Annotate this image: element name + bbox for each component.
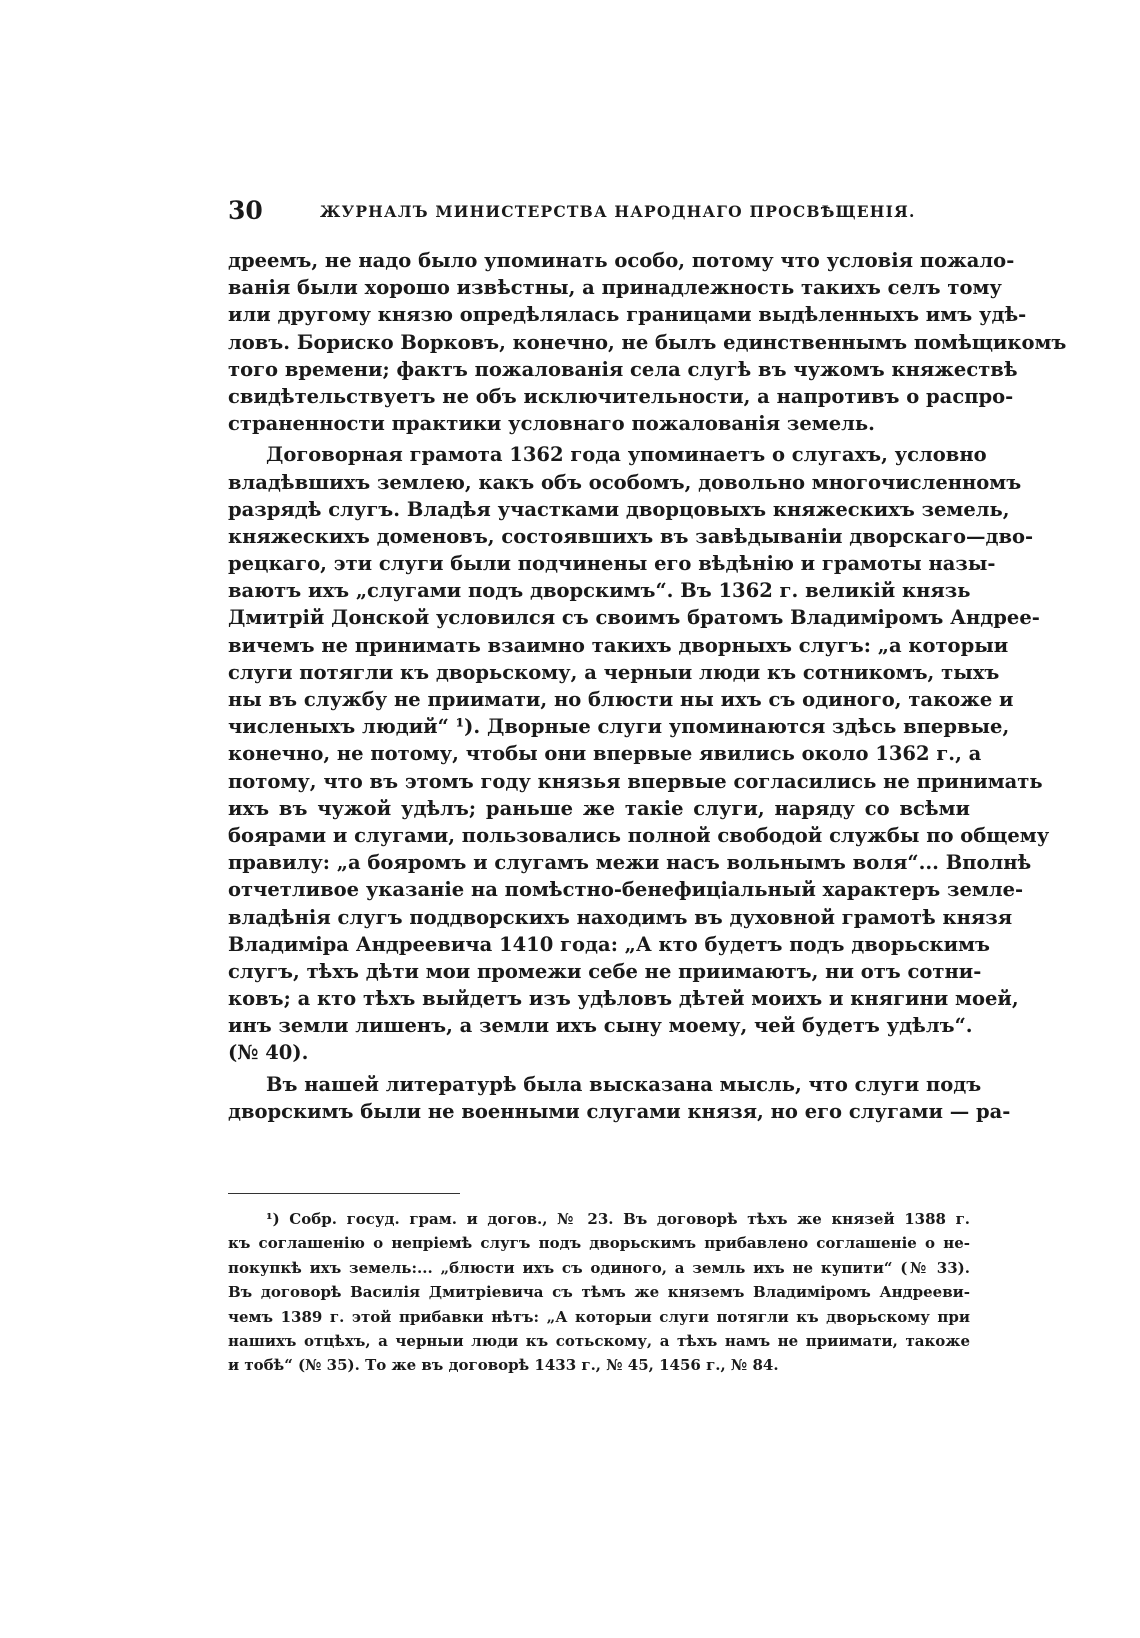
text-line: свидѣтельствуетъ не объ исключительности, а напротивъ о распро- bbox=[228, 384, 1014, 408]
text-line: владѣвшихъ землею, какъ объ особомъ, довольно многочисленномъ bbox=[228, 470, 1022, 494]
text-line: рецкаго, эти слуги были подчинены его вѣдѣнію и грамоты назы- bbox=[228, 552, 996, 576]
footnote-divider bbox=[228, 1193, 460, 1194]
text-line: вичемъ не принимать взаимно такихъ дворныхъ слугъ: „а которыи bbox=[228, 633, 1009, 657]
text-line: отчетливое указаніе на помѣстно-бенефиціальный характеръ земле- bbox=[228, 878, 1024, 902]
text-line: Въ нашей литературѣ была высказана мысль, что слуги подъ bbox=[266, 1072, 982, 1096]
text-line: правилу: „а бояромъ и слугамъ межи насъ вольнымъ воля“... Вполнѣ bbox=[228, 851, 1032, 875]
text-line: численыхъ людий“ ¹). Дворные слуги упоминаются здѣсь впервые, bbox=[228, 715, 1010, 739]
text-line: ловъ. Бориско Ворковъ, конечно, не былъ единственнымъ помѣщикомъ bbox=[228, 330, 1067, 354]
text-line: ны въ службу не приимати, но блюсти ны ихъ съ одиного, такоже и bbox=[228, 688, 1014, 711]
footnote-line: ¹) Собр. госуд. грам. и догов., № 23. Въ договорѣ тѣхъ же князей 1388 г. bbox=[266, 1210, 970, 1228]
text-line: того времени; фактъ пожалованія села слугѣ въ чужомъ княжествѣ bbox=[228, 357, 1018, 381]
footnote-line: покупкѣ ихъ земель:... „блюсти ихъ съ одиного, а земль ихъ не купити“ (№ 33). bbox=[228, 1258, 970, 1277]
footnote-line: Въ договорѣ Василія Дмитріевича съ тѣмъ же княземъ Владиміромъ Андрееви- bbox=[228, 1283, 970, 1302]
text-line: боярами и слугами, пользовались полной свободой службы по общему bbox=[228, 823, 1050, 847]
text-line: разрядѣ слугъ. Владѣя участками дворцовыхъ княжескихъ земель, bbox=[228, 497, 1010, 521]
running-title: ЖУРНАЛЪ МИНИСТЕРСТВА НАРОДНАГО ПРОСВѢЩЕНІЯ. bbox=[320, 202, 916, 221]
text-line: Договорная грамота 1362 года упоминаетъ о слугахъ, условно bbox=[266, 443, 987, 467]
text-line: ванія были хорошо извѣстны, а принадлежность такихъ селъ тому bbox=[228, 276, 1002, 300]
text-line: Владиміра Андреевича 1410 года: „А кто будетъ подъ дворьскимъ bbox=[228, 932, 991, 956]
footnote-line: нашихъ отцѣхъ, а черныи люди къ сотьскому, а тѣхъ намъ не приимати, такоже bbox=[228, 1331, 970, 1350]
page-number: 30 bbox=[228, 196, 263, 225]
text-line: Дмитрій Донской условился съ своимъ братомъ Владиміромъ Андрее- bbox=[228, 606, 1040, 630]
text-line: дворскимъ были не военными слугами князя, но его слугами — ра- bbox=[228, 1099, 1011, 1123]
text-line: или другому князю опредѣлялась границами выдѣленныхъ имъ удѣ- bbox=[228, 303, 1027, 327]
text-line: ваютъ ихъ „слугами подъ дворскимъ“. Въ 1362 г. великій князь bbox=[228, 579, 971, 603]
text-line: (№ 40). bbox=[228, 1041, 309, 1065]
footnote-line: чемъ 1389 г. этой прибавки нѣтъ: „А которыи слуги потягли къ дворьскому при bbox=[228, 1307, 970, 1326]
text-line: владѣнія слугъ поддворскихъ находимъ въ духовной грамотѣ князя bbox=[228, 905, 1013, 929]
text-line: княжескихъ доменовъ, состоявшихъ въ завѣдываніи дворскаго—дво- bbox=[228, 524, 1034, 548]
page-header bbox=[228, 196, 916, 226]
footnote-line: къ соглашенію о непріемѣ слугъ подъ дворьскимъ прибавлено соглашеніе о не- bbox=[228, 1234, 970, 1253]
footnote bbox=[228, 1207, 970, 1378]
text-line: инъ земли лишенъ, а земли ихъ сыну моему, чей будетъ удѣлъ“. bbox=[228, 1014, 973, 1038]
text-line: страненности практики условнаго пожалованія земель. bbox=[228, 412, 875, 436]
text-line: дреемъ, не надо было упоминать особо, потому что условія пожало- bbox=[228, 249, 1015, 272]
footnote-line: и тобѣ“ (№ 35). То же въ договорѣ 1433 г., № 45, 1456 г., № 84. bbox=[228, 1356, 779, 1375]
text-line: слуги потягли къ дворьскому, а черныи люди къ сотникомъ, тыхъ bbox=[228, 660, 1000, 684]
body-text bbox=[228, 247, 1067, 1125]
text-line: ковъ; а кто тѣхъ выйдетъ изъ удѣловъ дѣтей моихъ и княгини моей, bbox=[228, 987, 1019, 1011]
text-line: слугъ, тѣхъ дѣти мои промежи себе не приимаютъ, ни отъ сотни- bbox=[228, 959, 982, 983]
text-line: конечно, не потому, чтобы они впервые явились около 1362 г., а bbox=[228, 742, 982, 766]
text-line: ихъ въ чужой удѣлъ; раньше же такіе слуги, наряду со всѣми bbox=[228, 796, 970, 820]
text-line: потому, что въ этомъ году князья впервые согласились не принимать bbox=[228, 769, 1043, 793]
